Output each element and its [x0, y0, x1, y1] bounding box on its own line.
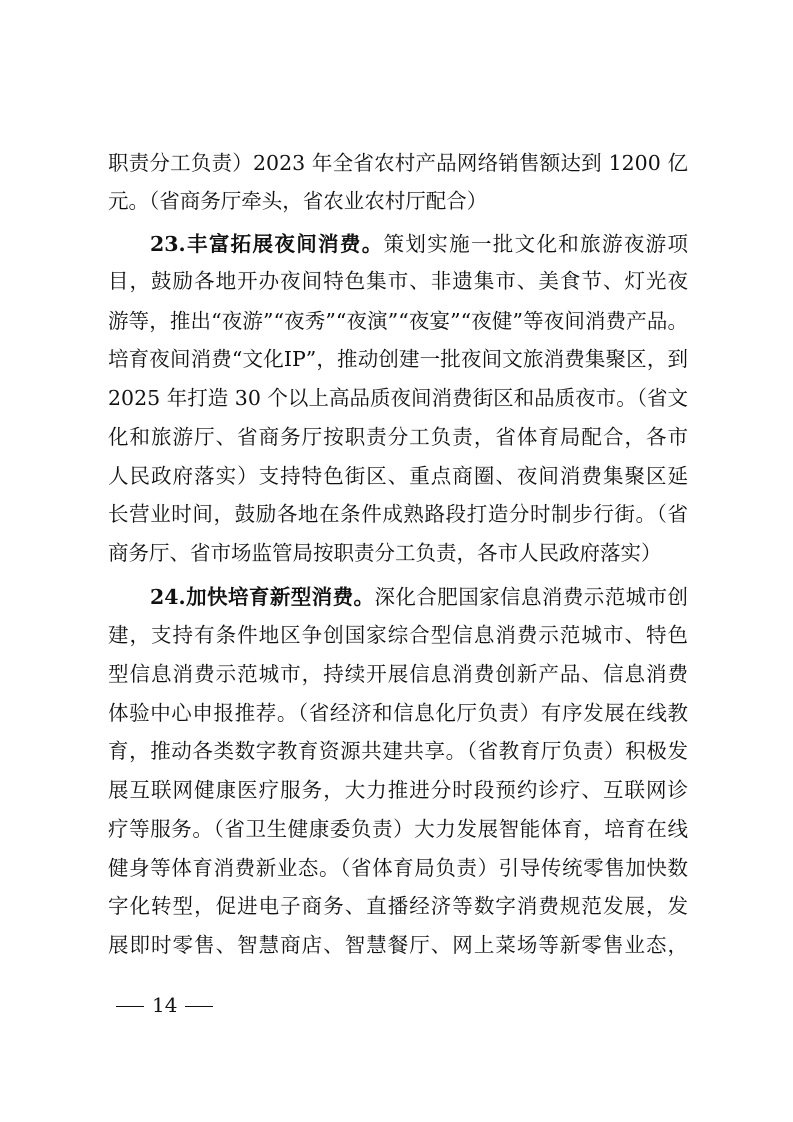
page-number: 14 — [152, 993, 178, 1017]
section-heading-24: 24.加快培育新型消费。 — [150, 585, 375, 609]
text-line: 职责分工负责）2023 年全省农村产品网络销售额达到 1200 亿 — [108, 151, 688, 175]
text-line: 展即时零售、智慧商店、智慧餐厅、网上菜场等新零售业态， — [108, 933, 688, 957]
footer-dash-left — [116, 1006, 144, 1007]
text-line: 建，支持有条件地区争创国家综合型信息消费示范城市、特色 — [108, 623, 688, 647]
text-line: 培育夜间消费“文化IP”，推动创建一批夜间文旅消费集聚区，到 — [108, 347, 688, 371]
text-line: 育，推动各类数字教育资源共建共享。（省教育厅负责）积极发 — [108, 739, 688, 763]
text-line: 目，鼓励各地开办夜间特色集市、非遗集市、美食节、灯光夜 — [108, 269, 688, 293]
text-line: 化和旅游厅、省商务厅按职责分工负责，省体育局配合，各市 — [108, 425, 688, 449]
text-line: 疗等服务。（省卫生健康委负责）大力发展智能体育，培育在线 — [108, 817, 688, 841]
text-span: 策划实施一批文化和旅游夜游项 — [383, 232, 688, 256]
footer-dash-right — [185, 1006, 213, 1007]
paragraph-23-first-line — [150, 229, 688, 259]
text-line: 字化转型，促进电子商务、直播经济等数字消费规范发展，发 — [108, 894, 688, 918]
text-line: 游等，推出“夜游”“夜秀”“夜演”“夜宴”“夜健”等夜间消费产品。 — [108, 309, 688, 333]
text-span: 深化合肥国家信息消费示范城市创 — [374, 585, 688, 609]
text-line: 展互联网健康医疗服务，大力推进分时段预约诊疗、互联网诊 — [108, 778, 688, 802]
paragraph-24-first-line — [150, 582, 688, 612]
text-line: 元。（省商务厅牵头，省农业农村厅配合） — [108, 189, 488, 213]
text-line: 型信息消费示范城市，持续开展信息消费创新产品、信息消费 — [108, 662, 688, 686]
text-line: 体验中心申报推荐。（省经济和信息化厅负责）有序发展在线教 — [108, 701, 688, 725]
text-line: 2025 年打造 30 个以上高品质夜间消费街区和品质夜市。（省文 — [108, 386, 688, 410]
page-footer — [108, 990, 221, 1020]
section-heading-23: 23.丰富拓展夜间消费。 — [150, 232, 384, 256]
text-line: 人民政府落实）支持特色街区、重点商圈、夜间消费集聚区延 — [108, 464, 688, 488]
text-line: 长营业时间，鼓励各地在条件成熟路段打造分时制步行街。（省 — [108, 502, 688, 526]
text-line: 商务厅、省市场监管局按职责分工负责，各市人民政府落实） — [108, 541, 662, 565]
text-line: 健身等体育消费新业态。（省体育局负责）引导传统零售加快数 — [108, 856, 688, 880]
